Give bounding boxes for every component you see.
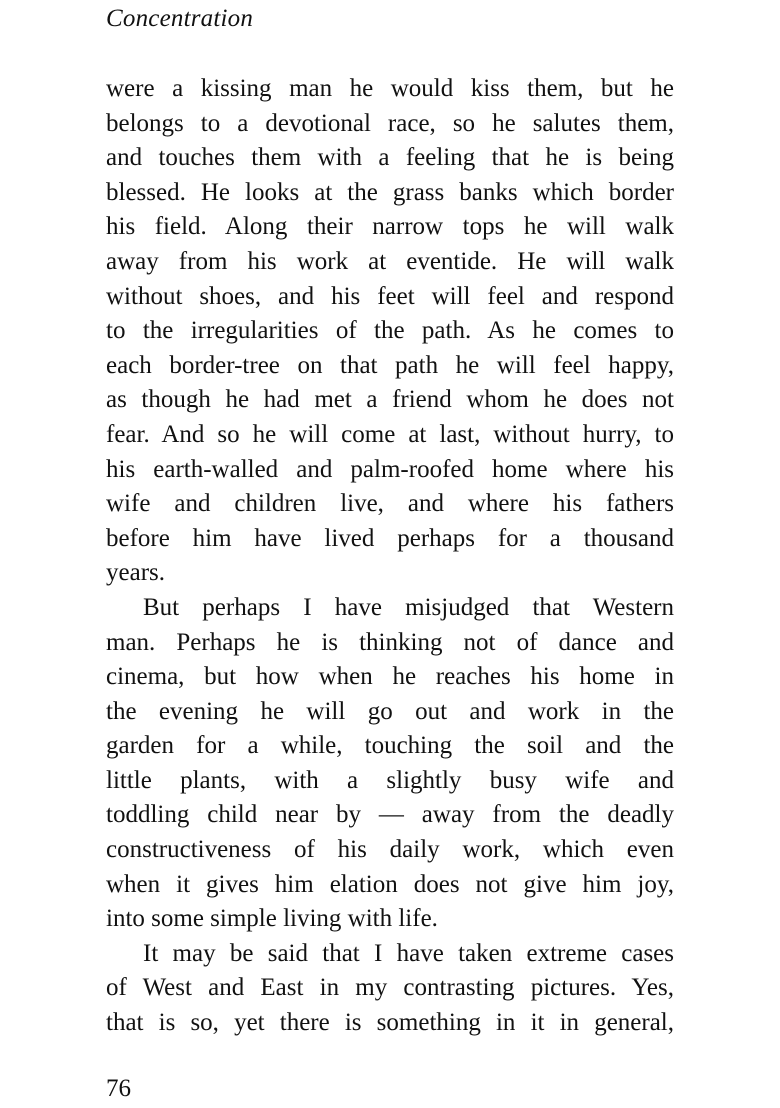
text-line: before him have lived perhaps for a thousand bbox=[106, 524, 674, 552]
text-line: when it gives him elation does not give him joy, bbox=[106, 870, 674, 898]
text-line: without shoes, and his feet will feel and respond bbox=[106, 282, 674, 310]
text-line: of West and East in my contrasting pictures. Yes, bbox=[106, 974, 674, 1002]
text-line: cinema, but how when he reaches his home in bbox=[106, 663, 674, 691]
text-line: his earth-walled and palm-roofed home where his bbox=[106, 455, 674, 483]
text-line: as though he had met a friend whom he does not bbox=[106, 386, 674, 414]
body-text bbox=[106, 72, 674, 1041]
text-line: blessed. He looks at the grass banks which border bbox=[106, 178, 674, 206]
text-line: and touches them with a feeling that he is being bbox=[106, 144, 674, 172]
text-line: the evening he will go out and work in the bbox=[106, 697, 674, 725]
text-line: to the irregularities of the path. As he comes to bbox=[106, 317, 674, 345]
text-line: toddling child near by — away from the deadly bbox=[106, 801, 674, 829]
text-line: each border-tree on that path he will feel happy, bbox=[106, 351, 674, 379]
text-line: were a kissing man he would kiss them, but he bbox=[106, 75, 674, 102]
text-line: that is so, yet there is something in it in general, bbox=[106, 1009, 674, 1037]
text-line: his field. Along their narrow tops he will walk bbox=[106, 213, 674, 241]
page-number: 76 bbox=[106, 1075, 131, 1102]
text-line: fear. And so he will come at last, without hurry, to bbox=[106, 420, 674, 448]
text-line: belongs to a devotional race, so he salutes them, bbox=[106, 109, 674, 137]
text-line: But perhaps I have misjudged that Western bbox=[143, 593, 674, 621]
text-line: away from his work at eventide. He will walk bbox=[106, 247, 674, 275]
text-line: man. Perhaps he is thinking not of dance and bbox=[106, 628, 674, 656]
text-line: into some simple living with life. bbox=[106, 905, 438, 933]
text-line: constructiveness of his daily work, which even bbox=[106, 836, 674, 864]
text-line: It may be said that I have taken extreme cases bbox=[143, 939, 674, 967]
running-head: Concentration bbox=[106, 5, 254, 32]
text-line: wife and children live, and where his fathers bbox=[106, 490, 674, 518]
text-line: little plants, with a slightly busy wife and bbox=[106, 766, 674, 794]
text-line: garden for a while, touching the soil and the bbox=[106, 732, 674, 760]
text-line: years. bbox=[106, 559, 165, 587]
